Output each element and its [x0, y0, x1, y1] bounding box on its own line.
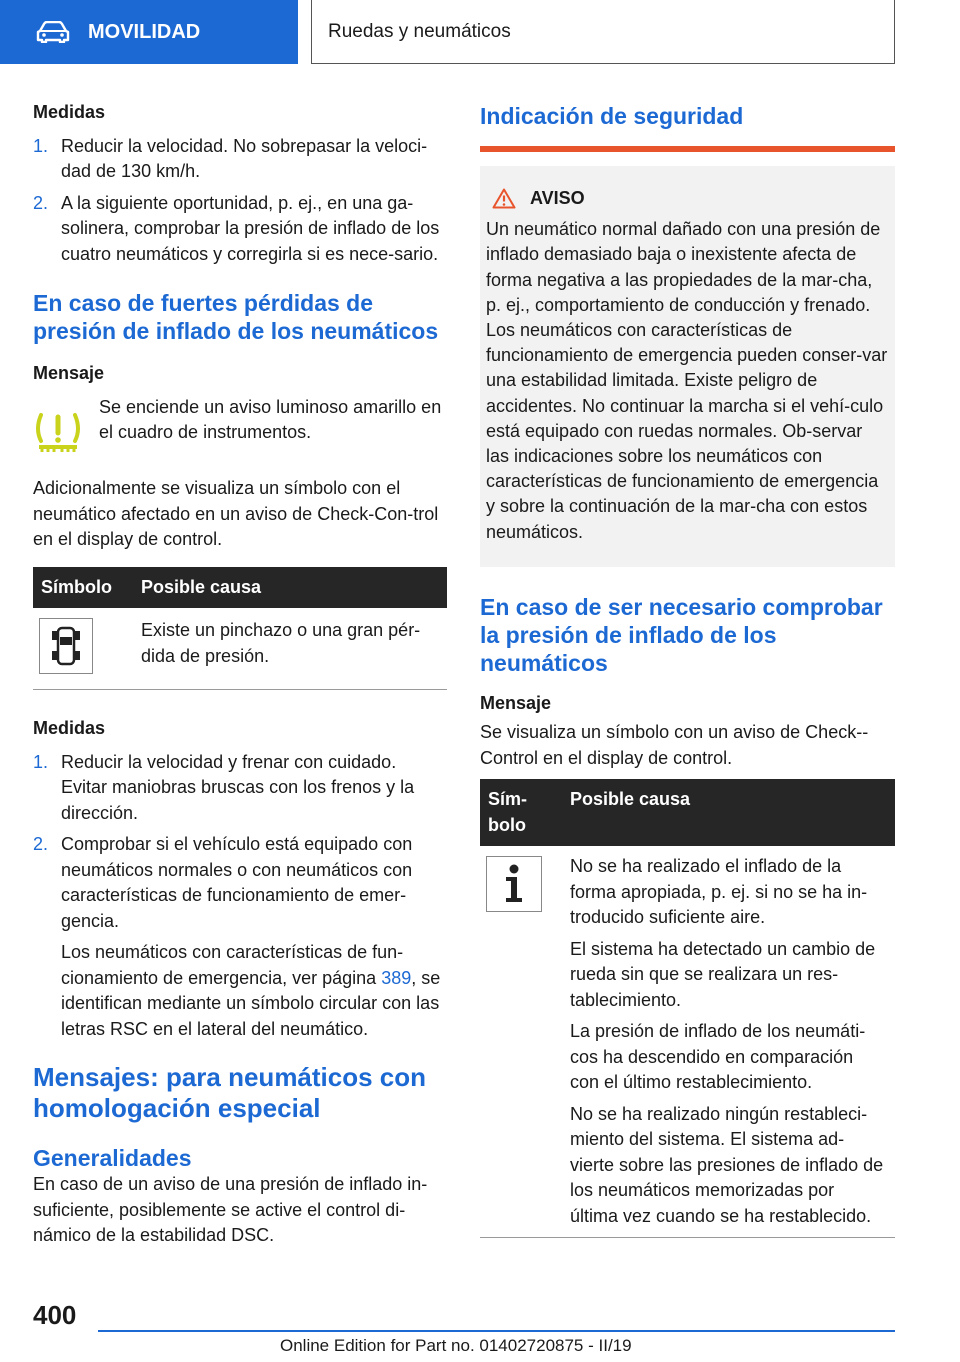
chapter-title: Ruedas y neumáticos [328, 20, 511, 42]
page-link[interactable]: 389 [381, 967, 412, 988]
list-item [33, 750, 447, 827]
section-heading: En caso de ser necesario comprobar la presión de inflado de los neumáticos [480, 593, 883, 676]
table-row [33, 608, 447, 690]
page-number: 400 [33, 1300, 77, 1330]
left-column [33, 100, 447, 1249]
cause-text: La presión de inflado de los neumáti‐cos ha descendido en comparación con el último restablecimiento. [570, 1021, 866, 1093]
table-cell-cause: Existe un pinchazo o una gran pér‐dida de presión. [133, 608, 447, 690]
medidas-heading: Medidas [33, 718, 106, 738]
chapter-header [311, 0, 895, 64]
car-icon [36, 21, 70, 43]
cause-text: El sistema ha detectado un cambio de rueda sin que se realizara un res‐tablecimiento. [570, 938, 876, 1010]
list-text: Reducir la velocidad. No sobrepasar la veloci‐dad de 130 km/h. [61, 135, 428, 181]
warning-triangle-icon [492, 188, 516, 209]
note-text: , se identifican mediante un símbolo circular con las letras RSC en el lateral del neumático. [61, 967, 441, 1039]
mensaje-text: Se enciende un aviso luminoso amarillo en el cuadro de instrumentos. [99, 396, 442, 442]
mensaje-row [33, 395, 447, 463]
warning-header [486, 186, 889, 211]
body-text: Adicionalmente se visualiza un símbolo con el neumático afectado en un aviso de Check-Con‐trol en el display de control. [33, 478, 439, 549]
tire-pressure-warning-icon [33, 395, 99, 463]
table-cell [33, 608, 133, 690]
section-title: MOVILIDAD [88, 20, 201, 43]
info-icon [486, 856, 542, 912]
body-text: En caso de un aviso de una presión de inflado in‐suficiente, posiblemente se active el control di‐námico de la estabilidad DSC. [33, 1174, 428, 1245]
warning-label: AVISO [530, 188, 585, 208]
mensaje-heading: Mensaje [33, 363, 105, 383]
symbol-table [480, 779, 895, 1238]
section-heading: Indicación de seguridad [480, 103, 744, 129]
tire-puncture-icon [39, 618, 93, 674]
table-header-cause: Posible causa [133, 567, 447, 609]
warning-box [480, 166, 895, 567]
list-note [61, 940, 447, 1042]
list-number: 2. [33, 192, 49, 213]
list-item [33, 832, 447, 1042]
medidas-heading: Medidas [33, 102, 106, 122]
table-row [480, 846, 895, 1238]
right-column [480, 100, 895, 1238]
table-cell-causes [562, 846, 895, 1238]
warning-bar [480, 146, 895, 152]
list-number: 1. [33, 751, 49, 772]
list-text: Comprobar si el vehículo está equipado con neumáticos normales o con neumáticos con características de funcionamiento de emer‐gencia. [61, 834, 413, 931]
table-header-symbol: Símbolo [33, 567, 133, 609]
medidas-list [33, 134, 447, 268]
warning-text: Un neumático normal dañado con una presión de inflado demasiado baja o inexistente afecta de forma negativa a las propiedades de la mar‐cha, p. ej., comportamiento de conducción y frenado. Los neumáticos con características de funcionamiento de emergencia pueden conser‐var una estabilidad limitada. Existe peligro de accidentes. No continuar la marcha si el vehí‐culo está equipado con ruedas normales. Ob‐servar las indicaciones sobre los neumáticos con características de funcionamiento de emergencia y sobre la continuación de la mar‐cha con estos neumáticos. [486, 219, 888, 542]
symbol-table [33, 567, 447, 691]
list-text: A la siguiente oportunidad, p. ej., en una ga‐solinera, comprobar la presión de inflado de los cuatro neumáticos y corregirla si es nece‐sario. [61, 192, 440, 264]
footer-edition: Online Edition for Part no. 01402720875 - II/19 [280, 1336, 632, 1355]
subsection-heading: Generalidades [33, 1145, 192, 1171]
list-number: 1. [33, 135, 49, 156]
cause-text: No se ha realizado ningún restableci‐miento del sistema. El sistema ad‐vierte sobre las presiones de inflado de los neumáticos memorizadas por última vez cuando se ha restablecido. [570, 1103, 884, 1226]
table-cell [480, 846, 562, 1238]
cause-text: No se ha realizado el inflado de la forma apropiada, p. ej. si no se ha in‐troducido suficiente aire. [570, 856, 868, 928]
mensaje-heading: Mensaje [480, 692, 552, 713]
footer-divider [98, 1330, 895, 1332]
section-heading: En caso de fuertes pérdidas de presión de inflado de los neumáticos [33, 290, 439, 344]
list-text: Reducir la velocidad y frenar con cuidado. Evitar maniobras bruscas con los frenos y la dirección. [61, 751, 415, 823]
table-header-cause: Posible causa [562, 779, 895, 846]
body-text: Se visualiza un símbolo con un aviso de Check-‐Control en el display de control. [480, 722, 869, 768]
section-heading: Mensajes: para neumáticos con homologación especial [33, 1062, 427, 1123]
table-header-symbol: Sím‐bolo [480, 779, 562, 846]
list-item [33, 191, 447, 268]
list-number: 2. [33, 834, 49, 854]
medidas-list [33, 750, 447, 1043]
list-item [33, 134, 447, 185]
note-text: Los neumáticos con características de fun‐cionamiento de emergencia, ver página [61, 942, 404, 988]
section-tab [0, 0, 298, 64]
